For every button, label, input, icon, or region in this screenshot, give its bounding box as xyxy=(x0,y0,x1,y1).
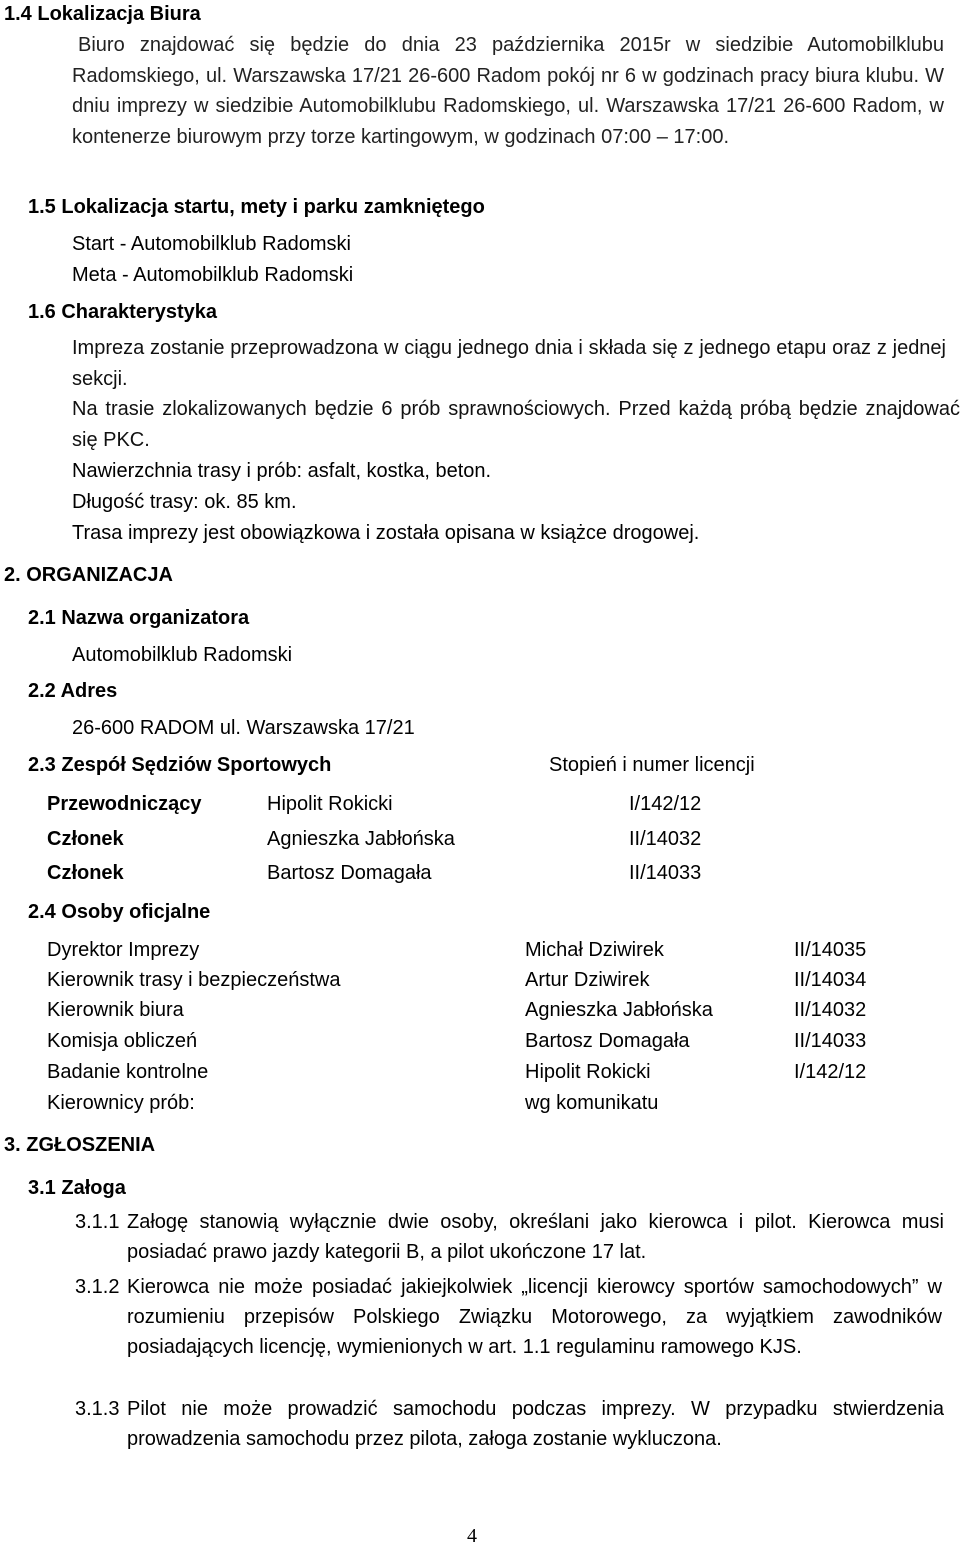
office-location-text: Biuro znajdować się będzie do dnia 23 października 2015r w siedzibie Automobilklubu Radomskiego, ul. Warszawska 17/21 26-600 Radom pokój nr 6 w godzinach pracy biura klubu. W dniu imprezy w siedzibie Automobilklubu Radomskiego, ul. Warszawska 17/21 26-600 Radom, w kontenerze biurowym przy torze kartingowym, w godzinach 07:00 – 17:00. xyxy=(72,34,944,148)
official-role: Komisja obliczeń xyxy=(47,1030,198,1052)
clause-text: Załogę stanowią wyłącznie dwie osoby, określani jako kierowca i pilot. Kierowca musi posiadać prawo jazdy kategorii B, a pilot ukończone 17 lat. xyxy=(127,1211,944,1264)
official-name: Hipolit Rokicki xyxy=(525,1061,651,1083)
organizer-name: Automobilklub Radomski xyxy=(72,644,293,666)
heading-3-1: 3.1 Załoga xyxy=(28,1177,126,1199)
judge-role: Członek xyxy=(47,862,124,884)
clause-text: Kierowca nie może posiadać jakiejkolwiek „licencji kierowcy sportów samochodowych” w rozumieniu przepisów Polskiego Związku Motorowego, za wyjątkiem zawodników posiadających licencję, wymienionych w art. 1.1 regulaminu ramowego KJS. xyxy=(127,1276,942,1359)
license-column-header: Stopień i numer licencji xyxy=(549,754,755,776)
heading-1-6: 1.6 Charakterystyka xyxy=(28,301,218,323)
official-license: I/142/12 xyxy=(794,1061,867,1083)
start-location: Start - Automobilklub Radomski xyxy=(72,233,352,255)
page-number: 4 xyxy=(467,1525,477,1547)
finish-location: Meta - Automobilklub Radomski xyxy=(72,264,354,286)
judge-license: II/14032 xyxy=(629,828,702,850)
official-license: II/14035 xyxy=(794,939,867,961)
heading-2-1: 2.1 Nazwa organizatora xyxy=(28,607,250,629)
official-name: Michał Dziwirek xyxy=(525,939,664,961)
judge-role: Przewodniczący xyxy=(47,793,202,815)
clause-number: 3.1.1 xyxy=(75,1211,120,1233)
official-license: II/14034 xyxy=(794,969,867,991)
heading-2-2: 2.2 Adres xyxy=(28,680,118,702)
judge-name: Agnieszka Jabłońska xyxy=(267,828,455,850)
clause-number: 3.1.2 xyxy=(75,1276,120,1298)
official-role: Kierownicy prób: xyxy=(47,1092,195,1114)
clause-text: Pilot nie może prowadzić samochodu podczas imprezy. W przypadku stwierdzenia prowadzenia samochodu przez pilota, załoga zostanie wykluczona. xyxy=(127,1398,944,1451)
official-role: Kierownik biura xyxy=(47,999,184,1021)
heading-2: 2. ORGANIZACJA xyxy=(4,564,173,586)
official-name: Agnieszka Jabłońska xyxy=(525,999,713,1021)
official-name: Bartosz Domagała xyxy=(525,1030,690,1052)
clause-number: 3.1.3 xyxy=(75,1398,120,1420)
judge-name: Hipolit Rokicki xyxy=(267,793,393,815)
heading-2-3: 2.3 Zespół Sędziów Sportowych xyxy=(28,754,332,776)
route-length: Długość trasy: ok. 85 km. xyxy=(72,491,297,513)
heading-1-4: 1.4 Lokalizacja Biura xyxy=(4,3,201,25)
judge-license: I/142/12 xyxy=(629,793,702,815)
official-name: Artur Dziwirek xyxy=(525,969,650,991)
official-license: II/14033 xyxy=(794,1030,867,1052)
official-role: Kierownik trasy i bezpieczeństwa xyxy=(47,969,341,991)
characteristics-para-1: Impreza zostanie przeprowadzona w ciągu jednego dnia i składa się z jednego etapu oraz z jednej sekcji. xyxy=(72,337,946,390)
heading-3: 3. ZGŁOSZENIA xyxy=(4,1134,156,1156)
judge-license: II/14033 xyxy=(629,862,702,884)
official-name: wg komunikatu xyxy=(525,1092,659,1114)
official-role: Badanie kontrolne xyxy=(47,1061,209,1083)
characteristics-para-2: Na trasie zlokalizowanych będzie 6 prób sprawnościowych. Przed każdą próbą będzie znajdować się PKC. xyxy=(72,398,960,451)
official-role: Dyrektor Imprezy xyxy=(47,939,200,961)
official-license: II/14032 xyxy=(794,999,867,1021)
surface-info: Nawierzchnia trasy i prób: asfalt, kostka, beton. xyxy=(72,460,492,482)
heading-1-5: 1.5 Lokalizacja startu, mety i parku zamkniętego xyxy=(28,196,485,218)
judge-role: Członek xyxy=(47,828,124,850)
organizer-address: 26-600 RADOM ul. Warszawska 17/21 xyxy=(72,717,415,739)
judge-name: Bartosz Domagała xyxy=(267,862,432,884)
heading-2-4: 2.4 Osoby oficjalne xyxy=(28,901,211,923)
route-mandatory-note: Trasa imprezy jest obowiązkowa i została opisana w książce drogowej. xyxy=(72,522,700,544)
